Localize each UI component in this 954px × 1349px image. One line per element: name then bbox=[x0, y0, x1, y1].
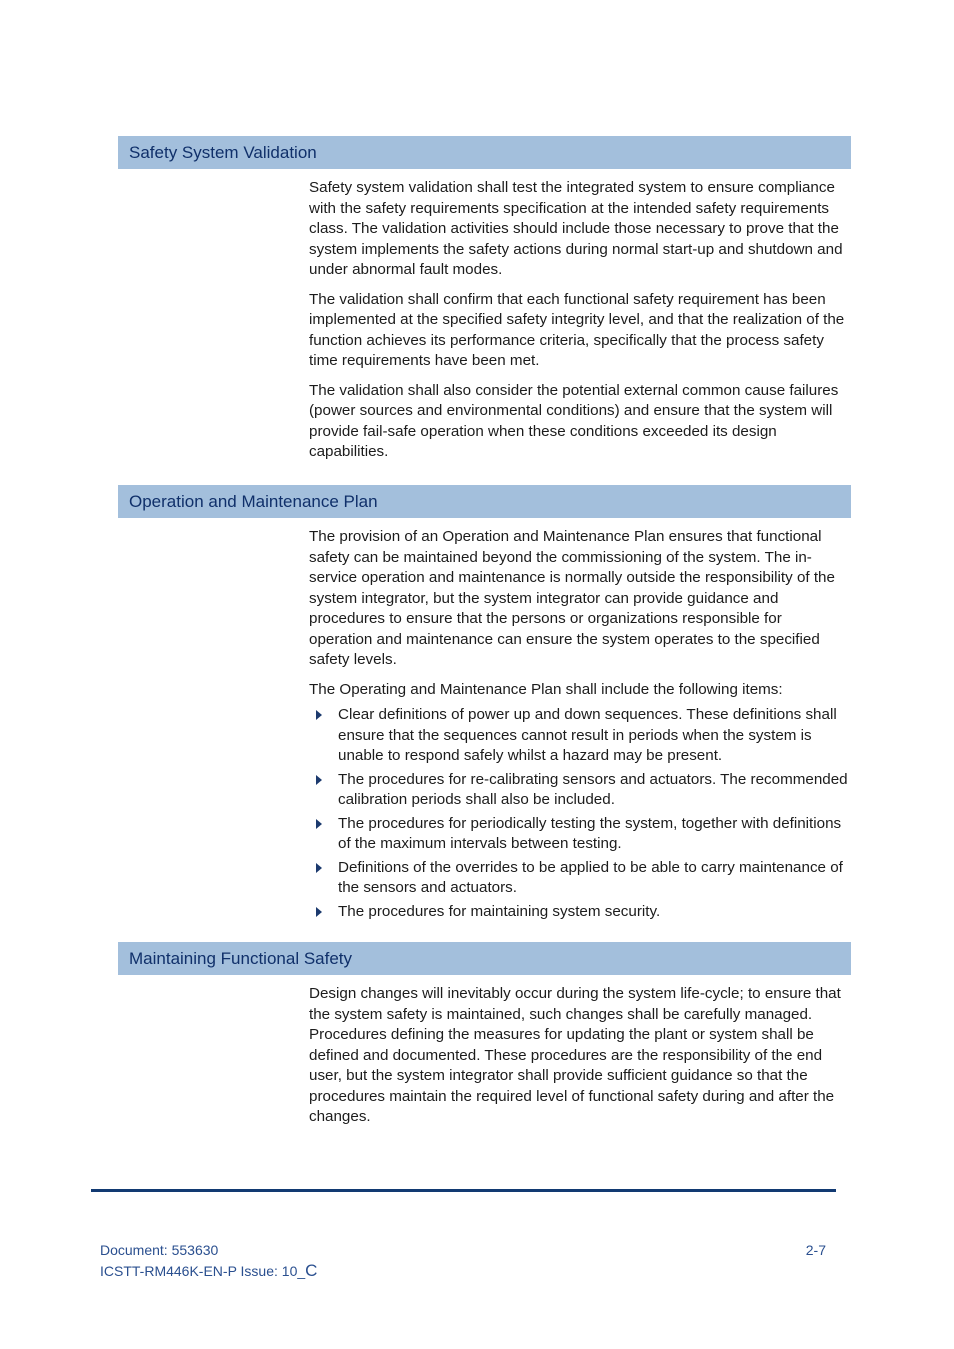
section-header-safety-system-validation bbox=[118, 136, 851, 169]
paragraph: Safety system validation shall test the integrated system to ensure compliance with the safety requirements specification at the intended safety requirements class. The validation activities should include those necessary to prove that the system implements the safety actions during normal start-up and shutdown and under abnormal fault modes. bbox=[309, 179, 843, 278]
triangle-bullet-icon bbox=[316, 775, 322, 785]
list-item-text: The procedures for re-calibrating sensors and actuators. The recommended calibration periods shall also be included. bbox=[338, 770, 848, 808]
footer-issue bbox=[100, 1261, 317, 1281]
page-number: 2-7 bbox=[805, 1242, 826, 1258]
section-body-safety-system-validation bbox=[309, 178, 849, 472]
section-title: Safety System Validation bbox=[129, 143, 317, 162]
list-item bbox=[309, 902, 849, 923]
paragraph: The validation shall also consider the potential external common cause failures (power sources and environmental conditions) and ensure that the system will provide fail-safe operation when these conditions exceeded its design capabilities. bbox=[309, 381, 839, 460]
paragraph: The provision of an Operation and Maintenance Plan ensures that functional safety can be maintained beyond the commissioning of the system. The in-service operation and maintenance is normally outside the responsibility of the system integrator, but the system integrator can provide guidance and procedures to ensure that the persons or organizations responsible for operation and maintenance can ensure the system operates to the specified safety levels. bbox=[309, 528, 835, 668]
list-item bbox=[309, 814, 849, 855]
paragraph: The Operating and Maintenance Plan shall include the following items: bbox=[309, 680, 783, 698]
footer-divider bbox=[91, 1189, 836, 1192]
paragraph: Design changes will inevitably occur during the system life-cycle; to ensure that the system safety is maintained, such changes shall be carefully managed. Procedures defining the measures for updating the plant or system shall be defined and documented. These procedures are the responsibility of the end user, but the system integrator shall provide sufficient guidance so that the procedures maintain the required level of functional safety during and after the changes. bbox=[309, 985, 841, 1125]
section-header-operation-and-maintenance-plan bbox=[118, 485, 851, 518]
paragraph: The validation shall confirm that each functional safety requirement has been implemented at the specified safety integrity level, and that the realization of the function achieves its performance criteria, specifically that the process safety time requirements have been met. bbox=[309, 290, 845, 369]
triangle-bullet-icon bbox=[316, 907, 322, 917]
triangle-bullet-icon bbox=[316, 863, 322, 873]
footer-document-number: Document: 553630 bbox=[100, 1242, 219, 1258]
list-item bbox=[309, 705, 849, 767]
footer-issue-suffix: C bbox=[305, 1261, 318, 1280]
list-item-text: The procedures for periodically testing the system, together with definitions of the maximum intervals between testing. bbox=[338, 814, 842, 852]
list-item-text: Clear definitions of power up and down sequences. These definitions shall ensure that the sequences cannot result in periods when the system is unable to respond safely whilst a hazard may be present. bbox=[338, 706, 837, 764]
section-title: Operation and Maintenance Plan bbox=[129, 492, 378, 511]
bullet-list bbox=[309, 705, 849, 922]
list-item-text: Definitions of the overrides to be applied to be able to carry maintenance of the sensors and actuators. bbox=[338, 858, 843, 896]
triangle-bullet-icon bbox=[316, 710, 322, 720]
section-body-maintaining-functional-safety bbox=[309, 984, 849, 1137]
list-item bbox=[309, 858, 849, 899]
list-item bbox=[309, 770, 849, 811]
footer-issue-text: ICSTT-RM446K-EN-P Issue: 10_ bbox=[100, 1263, 306, 1279]
triangle-bullet-icon bbox=[316, 819, 322, 829]
section-header-maintaining-functional-safety bbox=[118, 942, 851, 975]
section-title: Maintaining Functional Safety bbox=[129, 949, 353, 968]
section-body-operation-and-maintenance-plan bbox=[309, 527, 849, 925]
list-item-text: The procedures for maintaining system security. bbox=[338, 902, 661, 920]
